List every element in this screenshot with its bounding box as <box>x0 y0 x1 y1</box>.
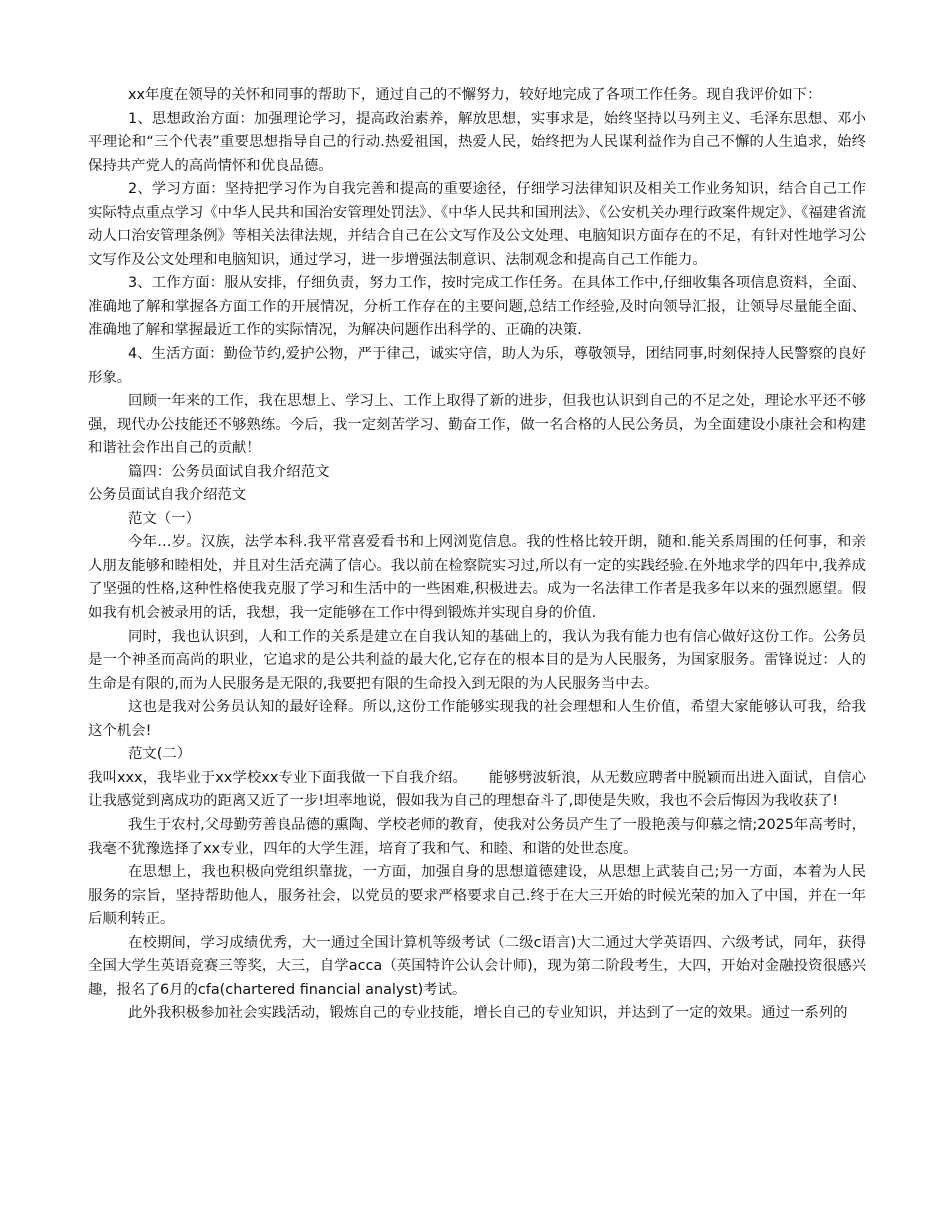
paragraph-political: 1、思想政治方面：加强理论学习，提高政治素养，解放思想，实事求是，始终坚持以马列主义、毛泽东思想、邓小平理论和“三个代表”重要思想指导自己的行动.热爱祖国，热爱人民，始终把为人民谋利益作为自己不懈的人生追求，始终保持共产党人的高尚情怀和优良品德。 <box>88 110 866 174</box>
sample-heading-1: 范文（一） <box>128 510 200 527</box>
paragraph-work: 3、工作方面：服从安排，仔细负责，努力工作，按时完成工作任务。在具体工作中,仔细收集各项信息资料，全面、准确地了解和掌握各方面工作的开展情况，分析工作存在的主要问题,总结工作经验,及时向领导汇报，让领导尽量能全面、准确地了解和掌握最近工作的实际情况，为解决问题作出科学的、正确的决策. <box>88 275 866 339</box>
paragraph-sample2-school: 在校期间，学习成绩优秀，大一通过全国计算机等级考试（二级c语言)大二通过大学英语四、六级考试，同年，获得全国大学生英语竞赛三等奖，大三，自学acca（英国特许公认会计师)，现为第二阶段考生，大四，开始对金融投资很感兴趣，报名了6月的cfa(chartered financial analyst)考试。 <box>88 934 866 998</box>
paragraph-sample2-background: 我生于农村,父母勤劳善良品德的熏陶、学校老师的教育，使我对公务员产生了一股艳羡与仰慕之情;2025年高考时，我毫不犹豫选择了xx专业，四年的大学生涯，培育了我和气、和睦、和谐的处世态度。 <box>88 816 866 857</box>
paragraph-study: 2、学习方面：坚持把学习作为自我完善和提高的重要途径，仔细学习法律知识及相关工作业务知识，结合自己工作实际特点重点学习《中华人民共和国治安管理处罚法》、《中华人民共和国刑法》、《公安机关办理行政案件规定》、《福建省流动人口治安管理条例》等相关法律法规，并结合自己在公文写作及公文处理、电脑知识方面存在的不足，有针对性地学习公文写作及公文处理和电脑知识，通过学习，进一步增强法制意识、法制观念和提高自己工作能力。 <box>88 181 866 268</box>
paragraph-life: 4、生活方面：勤俭节约,爱护公物，严于律己，诚实守信，助人为乐，尊敬领导，团结同事,时刻保持人民警察的良好形象。 <box>88 346 866 386</box>
paragraph-review: 回顾一年来的工作，我在思想上、学习上、工作上取得了新的进步，但我也认识到自己的不足之处，理论水平还不够强，现代办公技能还不够熟练。今后，我一定刻苦学习、勤奋工作，做一名合格的人民公务员，为全面建设小康社会和构建和谐社会作出自己的贡献！ <box>88 393 866 457</box>
paragraph-sample1-work: 同时，我也认识到，人和工作的关系是建立在自我认知的基础上的，我认为我有能力也有信心做好这份工作。公务员是一个神圣而高尚的职业，它追求的是公共利益的最大化,它存在的根本目的是为人民服务，为国家服务。雷锋说过：人的生命是有限的,而为人民服务是无限的,我要把有限的生命投入到无限的为人民服务当中去。 <box>88 628 866 692</box>
paragraph-sample2-intro: 我叫xxx，我毕业于xx学校xx专业下面我做一下自我介绍。 能够劈波斩浪，从无数应聘者中脱颖而出进入面试，自信心让我感觉到离成功的距离又近了一步!坦率地说，假如我为自己的理想奋斗了,即使是失败，我也不会后悔因为我收获了! <box>88 769 866 810</box>
paragraph-sample2-practice: 此外我积极参加社会实践活动，锻炼自己的专业技能，增长自己的专业知识，并达到了一定的效果。通过一系列的 <box>128 1005 848 1022</box>
sample-heading-2: 范文(二） <box>128 746 192 763</box>
paragraph-intro: xx年度在领导的关怀和同事的帮助下，通过自己的不懈努力，较好地完成了各项工作任务。现自我评价如下： <box>128 87 822 103</box>
paragraph-sample1-intro: 今年…岁。汉族，法学本科.我平常喜爱看书和上网浏览信息。我的性格比较开朗，随和.能关系周围的任何事，和亲人朋友能够和睦相处，并且对生活充满了信心。我以前在检察院实习过,所以有一定的实践经验.在外地求学的四年中,我养成了坚强的性格,这种性格使我克服了学习和生活中的一些困难,积极进去。成为一名法律工作者是我多年以来的强烈愿望。假如我有机会被录用的话，我想，我一定能够在工作中得到锻炼并实现自身的价值. <box>88 534 866 622</box>
paragraph-sample1-closing: 这也是我对公务员认知的最好诠释。所以,这份工作能够实现我的社会理想和人生价值，希望大家能够认可我，给我这个机会! <box>88 699 866 739</box>
section-heading: 篇四：公务员面试自我介绍范文 <box>128 463 330 480</box>
document-title: 公务员面试自我介绍范文 <box>88 487 247 504</box>
paragraph-sample2-thought: 在思想上，我也积极向党组织靠拢，一方面，加强自身的思想道德建设，从思想上武装自己;另一方面，本着为人民服务的宗旨，坚持帮助他人，服务社会，以党员的要求严格要求自己.终于在大三开始的时候光荣的加入了中国，并在一年后顺利转正。 <box>88 864 866 928</box>
document-body <box>88 84 866 1026</box>
